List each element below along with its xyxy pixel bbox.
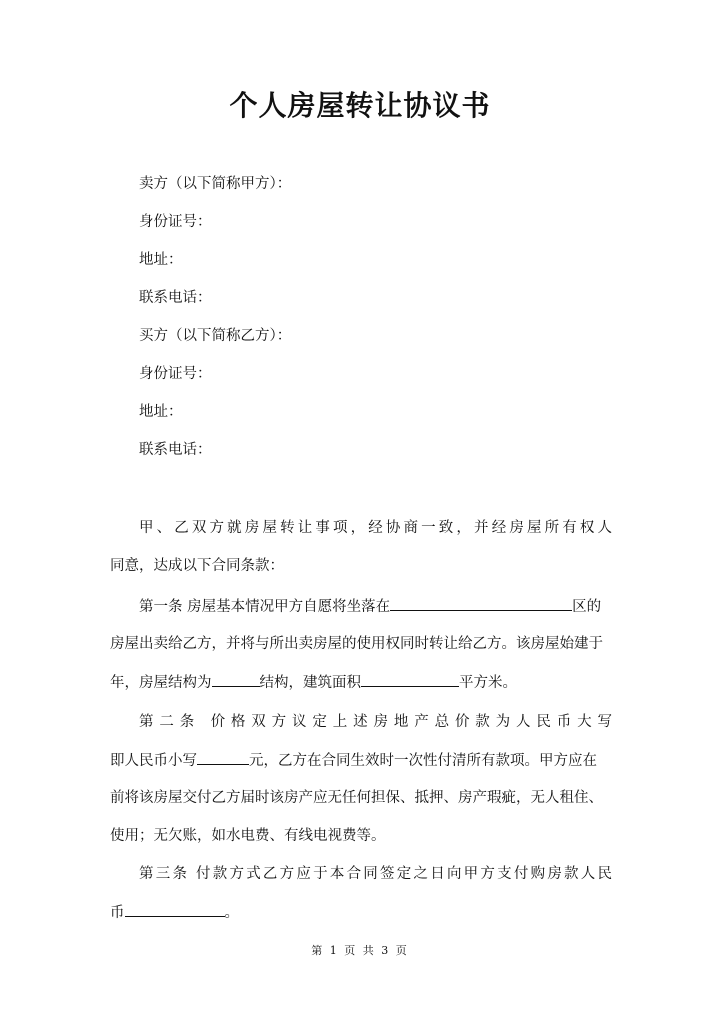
seller-id-label: 身份证号： bbox=[139, 214, 212, 230]
article-1-text-b: 区的 bbox=[572, 599, 602, 615]
buyer-phone-label: 联系电话： bbox=[139, 442, 212, 458]
seller-phone-label: 联系电话： bbox=[139, 290, 212, 306]
article-1-line-2: 房屋出卖给乙方，并将与所出卖房屋的使用权同时转让给乙方。该房屋始建于 bbox=[110, 636, 603, 652]
buyer-label: 买方（以下简称乙方）： bbox=[139, 328, 292, 344]
article-3-line-2 bbox=[110, 902, 239, 923]
location-blank bbox=[390, 596, 572, 611]
article-2-text-b: 元，乙方在合同生效时一次性付清所有款项。甲方应在 bbox=[249, 753, 597, 769]
document-title: 个人房屋转让协议书 bbox=[229, 89, 491, 122]
article-1-text-d: 结构，建筑面积 bbox=[259, 675, 361, 691]
article-1-line-1 bbox=[139, 596, 601, 617]
buyer-id-label: 身份证号： bbox=[139, 366, 212, 382]
article-3-text-b: 。 bbox=[224, 905, 239, 921]
intro-line-2: 同意，达成以下合同条款： bbox=[110, 558, 284, 574]
price-blank bbox=[197, 750, 249, 765]
structure-blank bbox=[212, 672, 260, 687]
seller-address-label: 地址： bbox=[139, 252, 183, 268]
article-1-text-e: 平方米。 bbox=[459, 675, 517, 691]
article-2-line-2 bbox=[110, 750, 597, 771]
article-2-text-a: 即人民币小写 bbox=[110, 753, 197, 769]
article-2-line-3: 前将该房屋交付乙方届时该房产应无任何担保、抵押、房产瑕疵，无人租住、 bbox=[110, 790, 603, 806]
seller-label: 卖方（以下简称甲方）： bbox=[139, 176, 292, 192]
intro-line-1: 甲、乙双方就房屋转让事项，经协商一致，并经房屋所有权人 bbox=[139, 520, 612, 536]
article-2-line-4: 使用；无欠账，如水电费、有线电视费等。 bbox=[110, 828, 386, 844]
article-3-text-a: 币 bbox=[110, 905, 125, 921]
area-blank bbox=[361, 672, 459, 687]
payment-blank bbox=[125, 902, 225, 917]
article-1-text-a: 第一条 房屋基本情况甲方自愿将坐落在 bbox=[139, 599, 391, 615]
buyer-address-label: 地址： bbox=[139, 404, 183, 420]
article-2-line-1: 第二条 价格双方议定上述房地产总价款为人民币大写 bbox=[139, 714, 612, 730]
page-footer: 第 1 页 共 3 页 bbox=[311, 944, 409, 957]
article-3-line-1: 第三条 付款方式乙方应于本合同签定之日向甲方支付购房款人民 bbox=[139, 866, 612, 882]
article-1-line-3 bbox=[110, 672, 517, 693]
article-1-text-c: 年，房屋结构为 bbox=[110, 675, 212, 691]
